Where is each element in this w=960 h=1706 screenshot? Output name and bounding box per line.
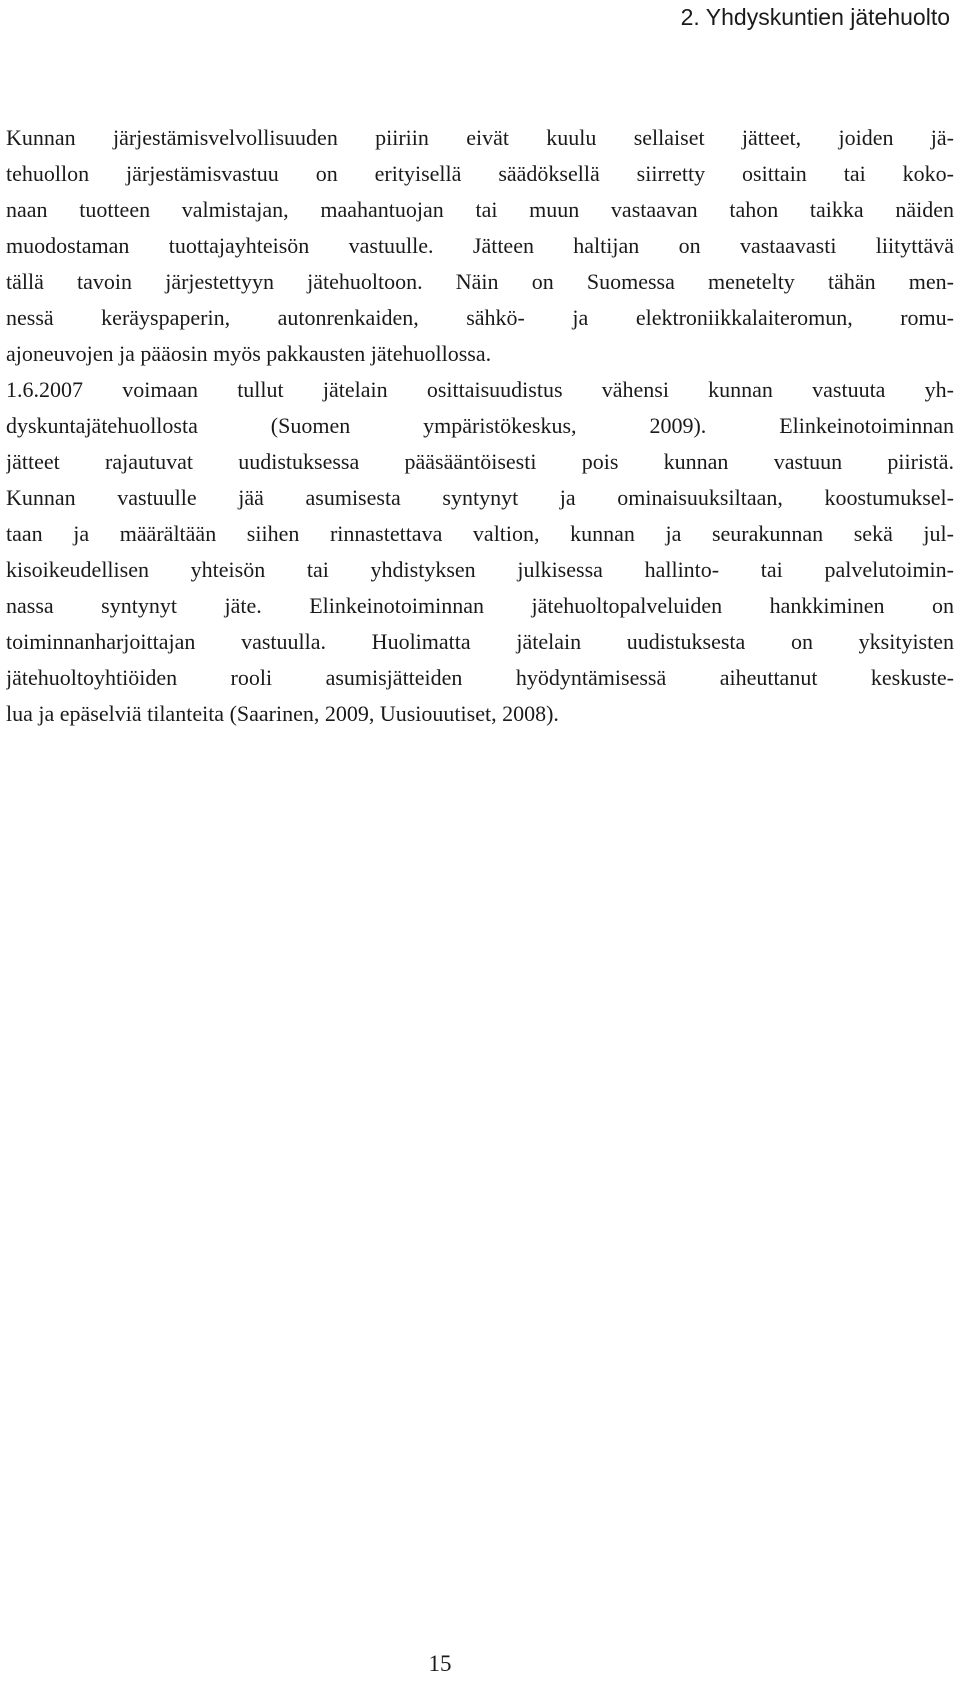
text-line: jätehuoltoyhtiöiden rooli asumisjätteiden hyödyntämisessä aiheuttanut keskuste- [6, 665, 954, 690]
text-line: kisoikeudellisen yhteisön tai yhdistyksen julkisessa hallinto- tai palvelutoimin- [6, 557, 954, 582]
text-line: nessä keräyspaperin, autonrenkaiden, sähkö- ja elektroniikkalaiteromun, romu- [6, 305, 954, 330]
text-line: Kunnan vastuulle jää asumisesta syntynyt ja ominaisuuksiltaan, koostumuksel- [6, 485, 954, 510]
text-line: toiminnanharjoittajan vastuulla. Huolimatta jätelain uudistuksesta on yksityisten [6, 629, 954, 654]
text-line: tällä tavoin järjestettyyn jätehuoltoon. Näin on Suomessa menetelty tähän men- [6, 269, 954, 294]
page-number: 15 [428, 1651, 452, 1676]
text-line: jätteet rajautuvat uudistuksessa pääsääntöisesti pois kunnan vastuun piiristä. [6, 449, 954, 474]
text-line: ajoneuvojen ja pääosin myös pakkausten jätehuollossa. [6, 341, 492, 366]
text-line: nassa syntynyt jäte. Elinkeinotoiminnan jätehuoltopalveluiden hankkiminen on [6, 593, 954, 618]
text-line: taan ja määrältään siihen rinnastettava valtion, kunnan ja seurakunnan sekä jul- [6, 521, 954, 546]
body-text [6, 120, 954, 732]
text-line: lua ja epäselviä tilanteita (Saarinen, 2009, Uusiouutiset, 2008). [6, 701, 559, 726]
text-line: naan tuotteen valmistajan, maahantuojan tai muun vastaavan tahon taikka näiden [6, 197, 954, 222]
text-line: muodostaman tuottajayhteisön vastuulle. Jätteen haltijan on vastaavasti liityttävä [6, 233, 954, 258]
text-line: 1.6.2007 voimaan tullut jätelain osittaisuudistus vähensi kunnan vastuuta yh- [6, 377, 954, 402]
text-line: dyskuntajätehuollosta (Suomen ympäristökeskus, 2009). Elinkeinotoiminnan [6, 413, 954, 438]
running-header: 2. Yhdyskuntien jätehuolto [680, 4, 950, 30]
text-line: tehuollon järjestämisvastuu on erityisellä säädöksellä siirretty osittain tai koko- [6, 161, 954, 186]
text-line: Kunnan järjestämisvelvollisuuden piiriin eivät kuulu sellaiset jätteet, joiden jä- [6, 125, 954, 150]
